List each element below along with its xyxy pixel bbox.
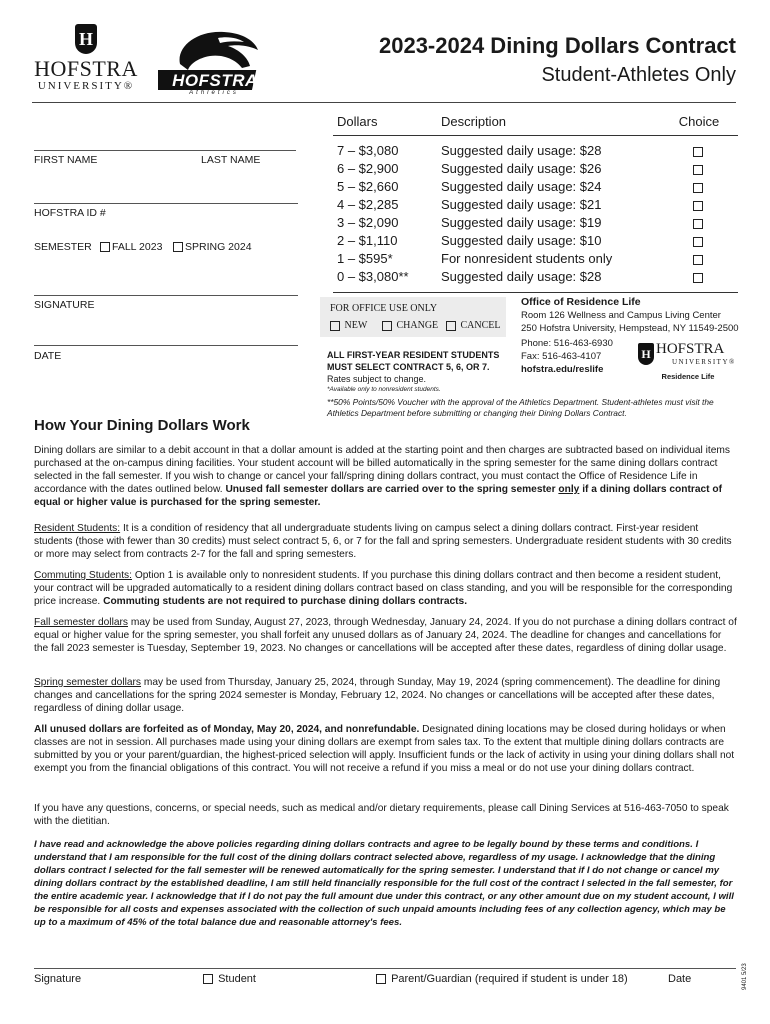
logo-name: HOFSTRA	[34, 56, 138, 81]
spring-checkbox[interactable]: SPRING 2024	[173, 241, 252, 253]
hofstra-id-label: HOFSTRA ID #	[34, 207, 106, 219]
table-row: 2 – $1,110 Suggested daily usage: $10	[333, 232, 738, 250]
fall-checkbox[interactable]: FALL 2023	[100, 241, 162, 253]
checkbox-icon	[330, 321, 340, 331]
office-use-box	[320, 297, 506, 337]
first-year-note: ALL FIRST-YEAR RESIDENT STUDENTS MUST SELECT CONTRACT 5, 6, OR 7.	[327, 350, 500, 372]
voucher-note: **50% Points/50% Voucher with the approval of the Athletics Department. Student-athletes must visit the Athletics Department before submitting or changing their Dining Dollars Contract.	[327, 397, 714, 418]
page-subtitle: Student-Athletes Only	[541, 64, 736, 86]
signature-label: SIGNATURE	[34, 299, 95, 311]
semester-label: SEMESTER	[34, 241, 92, 253]
reslife-phone: Phone: 516-463-6930	[521, 338, 613, 349]
signature-caption: Signature	[34, 973, 82, 985]
rates-note: Rates subject to change.	[327, 374, 427, 384]
form-code: 9401 5/23	[742, 963, 748, 990]
checkbox-icon	[382, 321, 392, 331]
para-fall: Fall semester dollars may be used from Sunday, August 27, 2023, through Wednesday, January 24, 2024. If you do not purchase a dining dollars contract of equal or higher value for the spring semester, you shall forfeit any unused dollars as of January 24, 2024. The deadline for changes and cancellations for the fall 2023 semester is Tuesday, September 19, 2023. No changes or cancellations will be accepted after these dates, regardless of dining dollar usage.	[34, 617, 737, 654]
reslife-address-1: Room 126 Wellness and Campus Living Center	[521, 310, 721, 321]
checkbox-icon	[203, 974, 213, 984]
checkbox-icon	[173, 242, 183, 252]
checkbox-icon	[446, 321, 456, 331]
hofstra-id-line[interactable]	[34, 203, 298, 204]
choice-checkbox[interactable]	[693, 273, 703, 283]
athletics-wordmark: HOFSTRA	[172, 71, 258, 90]
first-name-label: FIRST NAME	[34, 154, 98, 166]
reslife-logo-name: HOFSTRA	[656, 341, 725, 357]
student-checkbox[interactable]: Student	[203, 973, 256, 985]
office-use-title: FOR OFFICE USE ONLY	[330, 303, 438, 314]
availability-note: *Available only to nonresident students.	[327, 386, 441, 393]
parent-checkbox[interactable]: Parent/Guardian (required if student is under 18)	[376, 973, 628, 985]
para-spring: Spring semester dollars may be used from Thursday, January 25, 2024, through Sunday, May 19, 2024 (spring commencement). The deadline for dining changes and cancellations for the spring 2024 semester is Monday, February 12, 2024. No changes or cancellations will be accepted after these dates, regardless of dining dollar usage.	[34, 677, 721, 714]
reslife-web[interactable]: hofstra.edu/reslife	[521, 364, 604, 375]
reslife-title: Office of Residence Life	[521, 296, 641, 308]
signature-block-line[interactable]	[34, 968, 736, 969]
col-dollars: Dollars	[333, 111, 437, 136]
table-row: 7 – $3,080 Suggested daily usage: $28	[333, 136, 738, 161]
table-row: 6 – $2,900 Suggested daily usage: $26	[333, 160, 738, 178]
contract-table	[333, 111, 738, 293]
last-name-label: LAST NAME	[201, 154, 261, 166]
signature-line[interactable]	[34, 295, 298, 296]
choice-checkbox[interactable]	[693, 255, 703, 265]
reslife-logo-sub: UNIVERSITY®	[672, 358, 736, 366]
date-caption: Date	[668, 973, 692, 985]
para-resident: Resident Students: It is a condition of residency that all undergraduate students living on campus select a dining dollars contract. First-year resident students (those with fewer than 30 credits) must select contract 5, 6, or 7 for the fall and spring semesters. Undergraduate resident students with 30 credits or more may select from contracts 2-7 for the fall and spring semesters.	[34, 523, 732, 560]
hofstra-shield-icon: H	[638, 343, 654, 365]
table-row: 0 – $3,080** Suggested daily usage: $28	[333, 268, 738, 293]
para-commuting: Commuting Students: Option 1 is available only to nonresident students. If you purchase this dining dollars contract and then become a resident student, your contract will be upgraded automatically to a resident dining dollars contract based on class standing, and you will be responsible for the corresponding price increase. Commuting students are not required to purchase dining dollars contracts.	[34, 570, 733, 607]
hofstra-university-logo	[32, 24, 140, 92]
para-questions: If you have any questions, concerns, or special needs, such as medical and/or dietary requirements, please call Dining Services at 516-463-7050 to speak with the dietitian.	[34, 803, 729, 827]
reslife-fax: Fax: 516-463-4107	[521, 351, 602, 362]
table-header-row	[333, 111, 738, 136]
table-row: 5 – $2,660 Suggested daily usage: $24	[333, 178, 738, 196]
acknowledgement: I have read and acknowledge the above policies regarding dining dollars contracts and agree to be legally bound by these terms and conditions. I understand that I am responsible for the full cost of the dining dollars contract selected above, regardless of my usage. I acknowledge that the dining dollars contract I selected for the fall semester will be renewed automatically for the spring semester. I understand that if I do not change or cancel my dining dollars contract by the established deadline, I am still held financially responsible for the full cost of the contract I selected in the fall semester, for the entire academic year. I acknowledge that if I do not pay the full amount due under this contract, or any other amount due on my student account, I will be responsible for all costs and expenses associated with the collection of such unpaid amounts including fees of any collection agency, which may be up to a maximum of 45% of the total balance due and reasonable attorney's fees.	[34, 839, 734, 928]
reslife-logo	[636, 341, 740, 381]
office-change-checkbox[interactable]: CHANGE	[382, 320, 438, 331]
date-label: DATE	[34, 350, 62, 362]
choice-checkbox[interactable]	[693, 219, 703, 229]
athletics-sub: Athletics	[189, 90, 239, 96]
name-line[interactable]	[34, 150, 296, 151]
col-description: Description	[437, 111, 660, 136]
choice-checkbox[interactable]	[693, 201, 703, 211]
hofstra-shield-icon: H	[75, 24, 97, 54]
choice-checkbox[interactable]	[693, 165, 703, 175]
how-heading: How Your Dining Dollars Work	[34, 417, 250, 434]
reslife-logo-dept: Residence Life	[661, 372, 715, 381]
para-forfeit: All unused dollars are forfeited as of Monday, May 20, 2024, and nonrefundable. Designated dining locations may be closed during holidays or when classes are not in session. All purchases made using your dining dollars are exempt from sales tax. To the extent that multiple dining dollars contracts are submitted by you or your parent/guardian, the highest-priced selection will apply. Insufficient funds or the lack of activity in using your dining dollars shall not exempt you from the financial obligations of this contract. You will not receive a refund if you miss a meal or do not use your dining dollars contract.	[34, 724, 735, 774]
header-divider	[32, 102, 736, 103]
table-row: 1 – $595* For nonresident students only	[333, 250, 738, 268]
date-line[interactable]	[34, 345, 298, 346]
reslife-address-2: 250 Hofstra University, Hempstead, NY 11549-2500	[521, 323, 739, 334]
logo-sub: UNIVERSITY®	[37, 80, 135, 92]
table-row: 4 – $2,285 Suggested daily usage: $21	[333, 196, 738, 214]
choice-checkbox[interactable]	[693, 183, 703, 193]
choice-checkbox[interactable]	[693, 237, 703, 247]
page-title: 2023-2024 Dining Dollars Contract	[378, 33, 736, 58]
checkbox-icon	[100, 242, 110, 252]
office-new-checkbox[interactable]: NEW	[330, 320, 367, 331]
col-choice: Choice	[660, 111, 738, 136]
para-overview: Dining dollars are similar to a debit account in that a dollar amount is added at the starting point and then charges are subtracted based on individual items purchased at the on-campus dining facilities. Your student account will be billed automatically in the spring semester for the same dining dollars contract selected in the fall semester. If you wish to change or cancel your fall/spring dining dollars contract, you must contact the Office of Residence Life in accordance with the dates outlined below. Unused fall semester dollars are carried over to the spring semester only if a dining dollars contract of equal or higher value is purchased for the spring semester.	[34, 445, 730, 508]
hofstra-athletics-logo	[158, 24, 270, 96]
choice-checkbox[interactable]	[693, 147, 703, 157]
checkbox-icon	[376, 974, 386, 984]
office-cancel-checkbox[interactable]: CANCEL	[446, 320, 501, 331]
table-row: 3 – $2,090 Suggested daily usage: $19	[333, 214, 738, 232]
